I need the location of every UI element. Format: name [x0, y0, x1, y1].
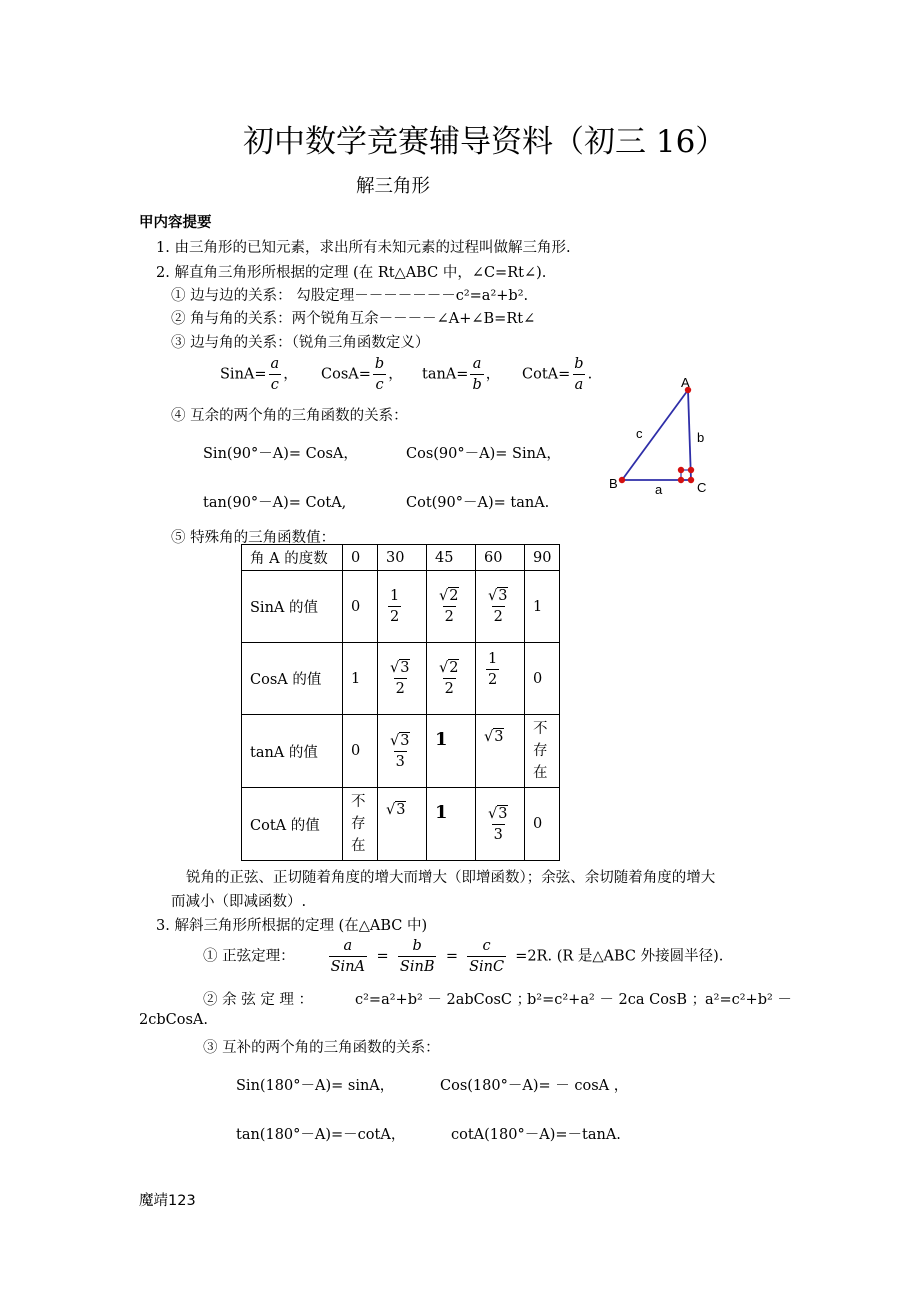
radicand: 2 [449, 660, 459, 676]
side-c-line [622, 390, 688, 480]
radicand: 3 [498, 588, 508, 604]
definition-cosa [321, 354, 403, 395]
sqrt-symbol: √ [390, 660, 400, 676]
separator: . [587, 366, 593, 383]
value-zero: 0 [525, 788, 560, 861]
supplementary-2: Cos(180°－A)= － cosA ， [440, 1078, 629, 1094]
supplementary-4: cotA(180°－A)=－tanA. [451, 1127, 621, 1143]
value-one [427, 788, 476, 861]
fraction-denominator: b [470, 374, 483, 395]
item-2-sub-5: ⑤ 特殊角的三角函数值： [171, 530, 336, 546]
item-1: 1. 由三角形的已知元素，求出所有未知元素的过程叫做解三角形. [156, 240, 571, 256]
fraction-numerator: b [374, 356, 385, 372]
radicand: 3 [396, 802, 406, 818]
sine-law-label: ① 正弦定理： [203, 948, 295, 965]
value-not-exist [343, 788, 378, 861]
separator: ， [485, 366, 501, 383]
fraction-numerator: a [472, 356, 482, 372]
complementary-3: tan(90°－A)= CotA, [203, 495, 347, 511]
sqrt-symbol: √ [390, 732, 400, 749]
cosine-law-formula-3: a²=c²+b² － [705, 992, 792, 1008]
side-c-label: c [636, 426, 643, 441]
table-row [242, 643, 560, 715]
fraction-denominator: c [373, 374, 385, 395]
table-header-row [242, 545, 560, 571]
marker-point [678, 477, 684, 483]
item-2-sub-2: ② 角与角的关系：两个锐角互余－－－－∠A+∠B=Rt∠ [171, 311, 536, 327]
fraction-denominator: 2 [443, 678, 456, 699]
radicand: 3 [400, 660, 410, 676]
row-label: CosA 的值 [242, 643, 343, 715]
fraction-denominator: 3 [394, 751, 407, 772]
radicand: 3 [400, 732, 410, 749]
cosine-law-formula-2: b²=c²+a² － 2ca CosB ； [527, 992, 707, 1008]
value-zero: 0 [343, 571, 378, 643]
supplementary-3: tan(180°－A)=－cotA， [236, 1127, 406, 1143]
table-header-cell: 角 A 的度数 [242, 545, 343, 571]
definition-label: CosA= [321, 366, 371, 383]
marker-point [678, 467, 684, 473]
char: 存 [351, 816, 366, 832]
row-label: CotA 的值 [242, 788, 343, 861]
definition-sina [220, 354, 298, 395]
definition-cota [522, 354, 592, 395]
sqrt-symbol: √ [439, 660, 449, 676]
definition-label: tanA= [422, 366, 469, 383]
equals-sign: = [445, 948, 458, 965]
item-2-sub-4: ④ 互余的两个角的三角函数的关系： [171, 408, 408, 424]
char: 不 [351, 794, 366, 810]
separator: ， [283, 366, 298, 383]
fraction-denominator: SinC [467, 956, 506, 977]
item-2-sub-1: ① 边与边的关系： 勾股定理－－－－－－－c²=a²+b². [171, 288, 529, 304]
value-one [427, 715, 476, 788]
footer-text: 魔靖123 [139, 1193, 196, 1209]
fraction-denominator: 3 [492, 824, 505, 845]
vertex-b-point [619, 477, 625, 483]
table-header-cell: 30 [378, 545, 427, 571]
side-b-label: b [697, 430, 705, 445]
fraction-numerator: b [412, 938, 422, 954]
fraction-denominator: 2 [443, 606, 456, 627]
item-2: 2. 解直角三角形所根据的定理 (在 Rt△ABC 中，∠C=Rt∠). [156, 265, 547, 281]
fraction-denominator: 2 [394, 678, 407, 699]
monotonic-note-line2: 而减小（即减函数）. [171, 894, 307, 910]
sine-law [203, 936, 723, 977]
radicand: 3 [498, 805, 508, 822]
value-not-exist [525, 715, 560, 788]
value-text: 1 [435, 729, 448, 750]
sqrt-symbol: √ [484, 729, 494, 745]
vertex-c-label: C [697, 480, 707, 495]
fraction-numerator: b [574, 356, 584, 372]
sqrt-symbol: √ [386, 802, 396, 818]
table-row [242, 715, 560, 788]
value-root2-over-2 [427, 571, 476, 643]
value-one-half [378, 571, 427, 643]
value-root2-over-2 [427, 643, 476, 715]
fraction-numerator: a [270, 356, 280, 372]
table-row [242, 571, 560, 643]
table-header-cell: 45 [427, 545, 476, 571]
radicand: 3 [494, 729, 504, 745]
table-row [242, 788, 560, 861]
page-title: 初中数学竞赛辅导资料（初三 16） [243, 124, 727, 160]
row-label: SinA 的值 [242, 571, 343, 643]
fraction-denominator: c [269, 374, 281, 395]
fraction-denominator: 2 [486, 669, 499, 690]
value-root3-over-2 [476, 571, 525, 643]
definition-tana [422, 354, 500, 395]
fraction-numerator: a [343, 938, 353, 954]
definition-label: SinA= [220, 366, 267, 383]
right-triangle-diagram [600, 370, 720, 500]
char: 在 [351, 838, 366, 854]
fraction-numerator: 1 [488, 651, 498, 667]
special-angles-table [241, 544, 560, 861]
fraction-denominator: 2 [388, 606, 401, 627]
value-zero: 0 [343, 715, 378, 788]
radicand: 2 [449, 588, 459, 604]
cosine-law-formula-1: c²=a²+b² － 2abCosC ； [355, 992, 532, 1008]
marker-point [688, 467, 694, 473]
char: 在 [533, 765, 548, 781]
monotonic-note-line1: 锐角的正弦、正切随着角度的增大而增大（即增函数）；余弦、余切随着角度的增大 [186, 870, 716, 886]
page-subtitle: 解三角形 [356, 176, 431, 197]
value-root3 [476, 715, 525, 788]
char: 存 [533, 743, 548, 759]
cosine-law-wrap: 2cbCosA. [139, 1012, 208, 1028]
vertex-b-label: B [609, 476, 618, 491]
value-zero: 0 [525, 643, 560, 715]
complementary-2: Cos(90°－A)= SinA， [406, 446, 561, 462]
fraction-denominator: 2 [492, 606, 505, 627]
value-one: 1 [525, 571, 560, 643]
value-root3-over-3 [378, 715, 427, 788]
fraction-numerator: 1 [390, 588, 400, 604]
cosine-law-label: ② 余 弦 定 理 ： [203, 992, 314, 1008]
value-root3-over-2 [378, 643, 427, 715]
fraction-denominator: SinB [398, 956, 437, 977]
value-root3 [378, 788, 427, 861]
supplementary-1: Sin(180°－A)= sinA， [236, 1078, 395, 1094]
sine-law-tail: =2R. (R 是△ABC 外接圆半径). [515, 948, 724, 965]
definition-label: CotA= [522, 366, 571, 383]
sqrt-symbol: √ [488, 588, 498, 604]
value-one: 1 [343, 643, 378, 715]
sqrt-symbol: √ [488, 805, 498, 822]
side-a-label: a [655, 482, 663, 497]
value-root3-over-3 [476, 788, 525, 861]
section-heading: 甲内容提要 [139, 215, 212, 231]
vertex-a-label: A [681, 375, 690, 390]
complementary-4: Cot(90°－A)= tanA. [406, 495, 550, 511]
value-one-half [476, 643, 525, 715]
fraction-numerator: c [482, 938, 491, 954]
vertex-c-point [688, 477, 694, 483]
complementary-1: Sin(90°－A)= CosA， [203, 446, 358, 462]
sqrt-symbol: √ [439, 588, 449, 604]
table-header-cell: 90 [525, 545, 560, 571]
table-header-cell: 60 [476, 545, 525, 571]
side-b-line [688, 390, 691, 480]
item-2-sub-3: ③ 边与角的关系：（锐角三角函数定义） [171, 335, 430, 351]
supplementary-label: ③ 互补的两个角的三角函数的关系： [203, 1040, 440, 1056]
equals-sign: = [376, 948, 389, 965]
fraction-denominator: SinA [329, 956, 367, 977]
fraction-denominator: a [573, 374, 586, 395]
separator: ， [388, 366, 403, 383]
row-label: tanA 的值 [242, 715, 343, 788]
value-text: 1 [435, 802, 448, 823]
table-header-cell: 0 [343, 545, 378, 571]
item-3: 3. 解斜三角形所根据的定理 (在△ABC 中) [156, 918, 428, 934]
char: 不 [533, 721, 548, 737]
